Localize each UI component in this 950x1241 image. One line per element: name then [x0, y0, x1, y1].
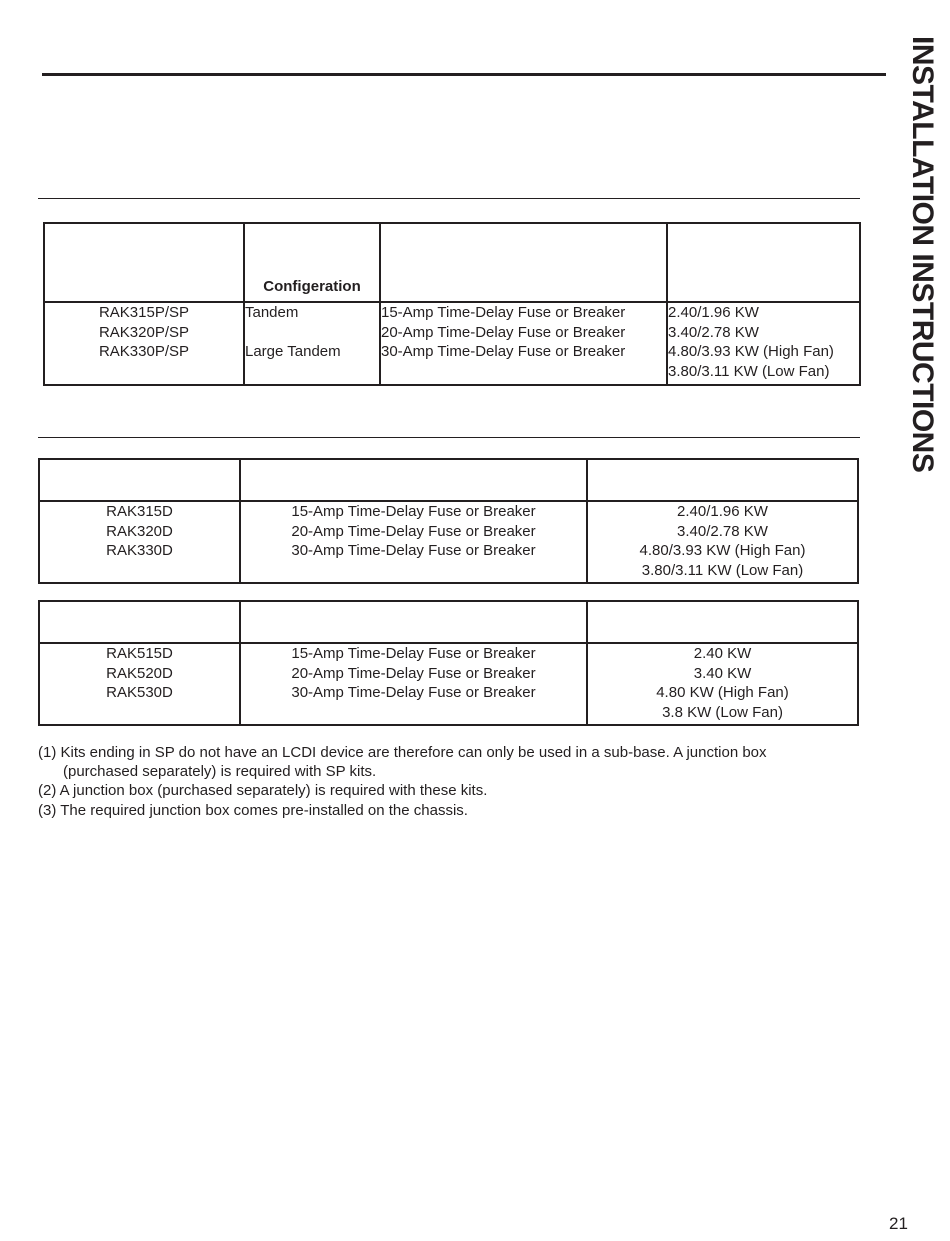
protection-item: 20-Amp Time-Delay Fuse or Breaker	[291, 664, 536, 682]
header-cell-configuration: Configeration	[244, 223, 380, 302]
rating-item: 3.40 KW	[693, 664, 752, 682]
rating-item: 4.80/3.93 KW (High Fan)	[639, 542, 806, 559]
protection-cell	[240, 501, 587, 583]
protection-item: 30-Amp Time-Delay Fuse or Breaker	[291, 684, 536, 701]
configuration-item: Tandem	[245, 304, 299, 321]
rating-item: 3.40/2.78 KW	[668, 323, 759, 341]
model-item: RAK315P/SP	[98, 304, 190, 321]
rating-item: 3.8 KW (Low Fan)	[662, 703, 783, 721]
footnotes	[38, 743, 838, 820]
protection-item: 30-Amp Time-Delay Fuse or Breaker	[291, 542, 536, 559]
rating-item: 2.40/1.96 KW	[677, 503, 768, 520]
protection-item: 15-Amp Time-Delay Fuse or Breaker	[291, 503, 536, 520]
footnote-3: (3) The required junction box comes pre-installed on the chassis.	[38, 801, 468, 819]
footnote-2: (2) A junction box (purchased separately) is required with these kits.	[38, 782, 488, 800]
model-cell	[39, 501, 240, 583]
protection-cell	[240, 643, 587, 725]
header-cell	[39, 459, 240, 501]
header-cell	[587, 459, 858, 501]
section-rule-1	[38, 198, 860, 199]
spec-table-2	[38, 458, 859, 584]
section-rule-2	[38, 437, 860, 438]
rating-item: 3.40/2.78 KW	[677, 522, 768, 540]
page-number: 21	[889, 1214, 908, 1233]
table-row	[39, 643, 858, 725]
table-header-row	[44, 223, 860, 302]
top-rule	[42, 73, 886, 76]
rating-item: 3.80/3.11 KW (Low Fan)	[668, 362, 830, 380]
footnote-1: (1) Kits ending in SP do not have an LCDI device are therefore can only be used in a sub-base. A junction box	[38, 744, 767, 761]
rating-cell	[587, 501, 858, 583]
header-cell	[39, 601, 240, 643]
model-cell	[39, 643, 240, 725]
header-cell	[667, 223, 860, 302]
model-item: RAK320D	[106, 522, 173, 540]
rating-item: 3.80/3.11 KW (Low Fan)	[641, 561, 804, 579]
model-item: RAK520D	[106, 664, 173, 682]
model-item: RAK515D	[106, 645, 173, 662]
table-header-row	[39, 601, 858, 643]
header-cell	[240, 601, 587, 643]
rating-item: 4.80 KW (High Fan)	[656, 684, 789, 701]
protection-cell	[380, 302, 667, 385]
table-header-row	[39, 459, 858, 501]
model-item: RAK330P/SP	[98, 343, 190, 360]
model-item: RAK530D	[106, 684, 173, 701]
side-title: INSTALLATION INSTRUCTIONS	[906, 36, 939, 473]
spec-table-3	[38, 600, 859, 726]
protection-item: 20-Amp Time-Delay Fuse or Breaker	[381, 323, 626, 341]
model-cell	[44, 302, 244, 385]
rating-item: 2.40 KW	[693, 645, 752, 662]
header-cell	[380, 223, 667, 302]
configuration-item	[245, 323, 379, 343]
rating-item: 4.80/3.93 KW (High Fan)	[668, 343, 834, 360]
configuration-item: Large Tandem	[245, 343, 341, 360]
protection-item: 20-Amp Time-Delay Fuse or Breaker	[291, 522, 536, 540]
model-item: RAK330D	[106, 542, 173, 559]
spec-table-1	[43, 222, 861, 386]
rating-cell	[667, 302, 860, 385]
footnote-1-continued: (purchased separately) is required with SP kits.	[63, 763, 377, 781]
table-row	[44, 302, 860, 385]
rating-item: 2.40/1.96 KW	[668, 304, 759, 321]
protection-item: 30-Amp Time-Delay Fuse or Breaker	[381, 343, 626, 360]
header-cell	[240, 459, 587, 501]
model-item: RAK315D	[106, 503, 173, 520]
protection-item: 15-Amp Time-Delay Fuse or Breaker	[291, 645, 536, 662]
configuration-cell	[244, 302, 380, 385]
model-item: RAK320P/SP	[98, 323, 190, 341]
table-row	[39, 501, 858, 583]
rating-cell	[587, 643, 858, 725]
header-cell	[587, 601, 858, 643]
header-cell	[44, 223, 244, 302]
protection-item: 15-Amp Time-Delay Fuse or Breaker	[381, 304, 626, 321]
